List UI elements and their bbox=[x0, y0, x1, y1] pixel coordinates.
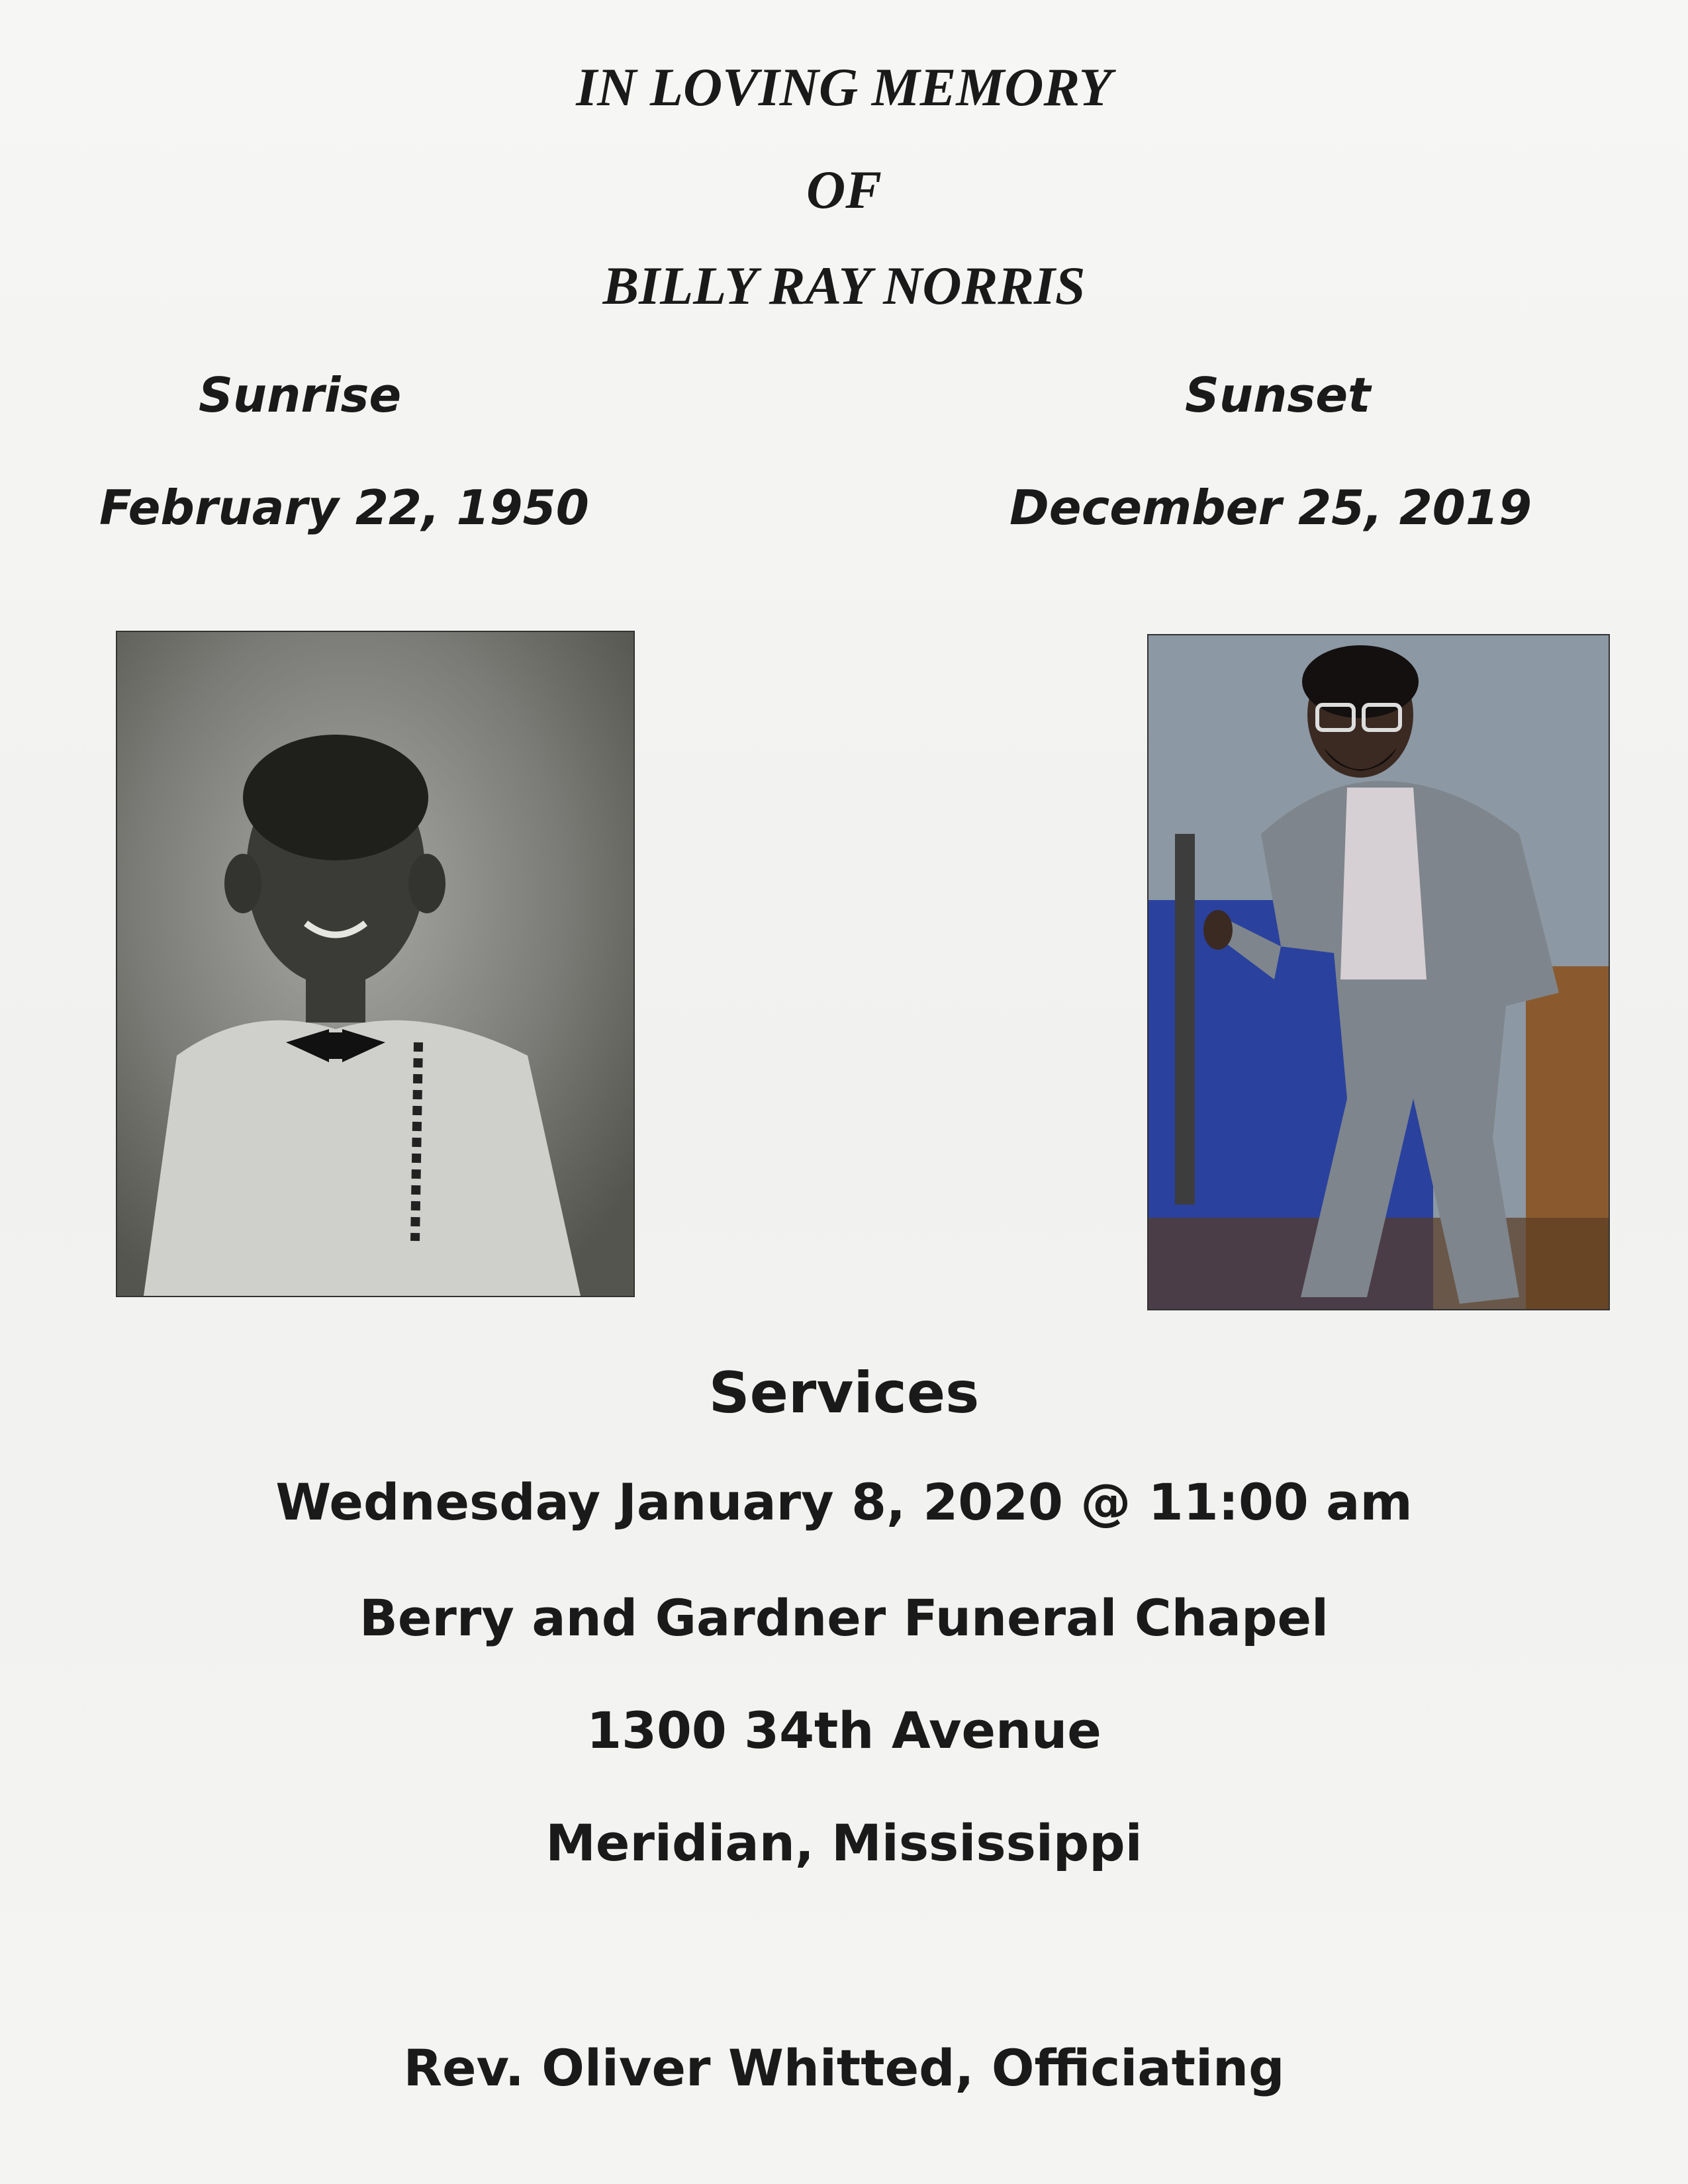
childhood-portrait-image bbox=[117, 632, 633, 1296]
adult-photo bbox=[1147, 634, 1610, 1310]
service-datetime: Wednesday January 8, 2020 @ 11:00 am bbox=[275, 1473, 1413, 1531]
childhood-photo bbox=[116, 631, 635, 1297]
deceased-name: BILLY RAY NORRIS bbox=[602, 255, 1086, 316]
title-line-1: IN LOVING MEMORY bbox=[576, 57, 1112, 117]
adult-portrait-image bbox=[1149, 635, 1609, 1309]
death-date: December 25, 2019 bbox=[1009, 480, 1532, 535]
sunset-label: Sunset bbox=[1185, 367, 1371, 423]
service-city: Meridian, Mississippi bbox=[545, 1813, 1143, 1872]
services-heading: Services bbox=[708, 1360, 980, 1426]
service-officiant: Rev. Oliver Whitted, Officiating bbox=[403, 2038, 1285, 2097]
service-street-address: 1300 34th Avenue bbox=[586, 1701, 1102, 1760]
sunrise-label: Sunrise bbox=[199, 367, 402, 423]
birth-date: February 22, 1950 bbox=[99, 480, 589, 535]
service-venue: Berry and Gardner Funeral Chapel bbox=[359, 1588, 1329, 1647]
title-line-2: OF bbox=[806, 159, 882, 220]
